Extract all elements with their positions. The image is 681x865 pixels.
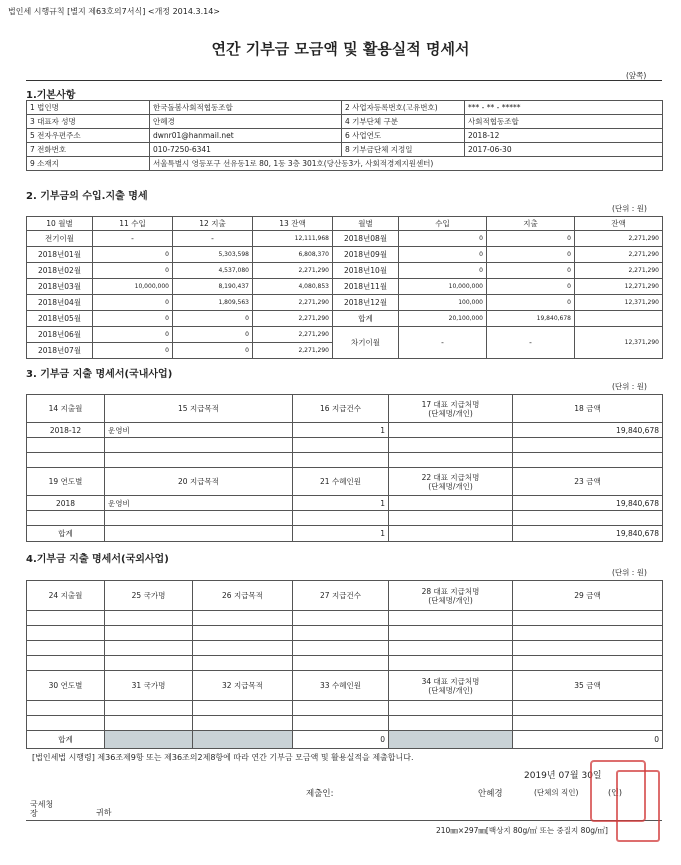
table-row [27, 671, 663, 701]
empty-cell [389, 731, 513, 749]
column-header: 27 지급건수 [293, 581, 389, 611]
month-label: 2018년09월 [333, 247, 399, 263]
seal-mark: (인) [608, 788, 622, 797]
column-header: 25 국가명 [105, 581, 193, 611]
recipient: 국세청장 [30, 800, 54, 818]
field-value: 010-7250-6341 [150, 143, 342, 157]
seal-label: (단체의 직인) [534, 788, 579, 797]
amount-cell: 2,271,290 [253, 327, 333, 343]
submission-date: 2019년 07월 30일 [524, 771, 602, 781]
table-row [27, 395, 663, 423]
amount-cell: 10,000,000 [399, 279, 487, 295]
income-expense-table [26, 216, 663, 359]
empty-cell [513, 656, 663, 671]
table-row [27, 279, 663, 295]
empty-cell [513, 641, 663, 656]
empty-cell [27, 626, 105, 641]
section3-unit: (단위 : 원) [612, 382, 647, 391]
empty-cell [193, 626, 293, 641]
total-count: 1 [293, 526, 389, 542]
empty-cell [389, 438, 513, 453]
amount-cell [575, 311, 663, 327]
empty-cell [193, 656, 293, 671]
data-cell [389, 496, 513, 511]
field-value: 2018-12 [465, 129, 663, 143]
data-cell: 1 [293, 423, 389, 438]
recipient-suffix: 귀하 [96, 808, 112, 817]
empty-cell [27, 701, 105, 716]
empty-cell [389, 611, 513, 626]
column-header: 14 지출월 [27, 395, 105, 423]
column-header: 33 수혜인원 [293, 671, 389, 701]
field-label: 9 소재지 [27, 157, 150, 171]
empty-cell [293, 611, 389, 626]
table-row [27, 327, 663, 343]
column-header: 28 대표 지급처명 (단체명/개인) [389, 581, 513, 611]
total-amount: 0 [513, 731, 663, 749]
empty-cell [389, 626, 513, 641]
page-side: (앞쪽) [626, 71, 647, 80]
column-header: 12 지출 [173, 217, 253, 231]
section2-heading: 2. 기부금의 수입.지출 명세 [26, 191, 148, 202]
amount-cell: 8,190,437 [173, 279, 253, 295]
table-row [27, 496, 663, 511]
column-header: 17 대표 지급처명 (단체명/개인) [389, 395, 513, 423]
section1-heading: 1.기본사항 [26, 90, 76, 101]
table-row [27, 157, 663, 171]
amount-cell: 2,271,290 [575, 231, 663, 247]
month-label: 전기이월 [27, 231, 93, 247]
table-row [27, 511, 663, 526]
amount-cell: 100,000 [399, 295, 487, 311]
month-label: 2018년01월 [27, 247, 93, 263]
empty-cell [293, 701, 389, 716]
column-header: 월별 [333, 217, 399, 231]
table-row [27, 217, 663, 231]
column-header: 10 월별 [27, 217, 93, 231]
column-header: 16 지급건수 [293, 395, 389, 423]
column-header: 13 잔액 [253, 217, 333, 231]
data-cell: 19,840,678 [513, 423, 663, 438]
empty-cell [105, 701, 193, 716]
amount-cell: 0 [399, 231, 487, 247]
empty-cell [27, 453, 105, 468]
column-header: 22 대표 지급처명 (단체명/개인) [389, 468, 513, 496]
empty-cell [389, 511, 513, 526]
amount-cell: 2,271,290 [575, 247, 663, 263]
total-label: 합계 [27, 526, 105, 542]
table-row [27, 115, 663, 129]
table-row [27, 731, 663, 749]
column-header: 지출 [487, 217, 575, 231]
divider [26, 80, 662, 81]
field-value: 서울특별시 영등포구 선유동1로 80, 1동 3층 301호(당산동3가, 사회적경제지원센터) [150, 157, 663, 171]
field-label: 7 전화번호 [27, 143, 150, 157]
empty-cell [389, 656, 513, 671]
amount-cell: 0 [399, 263, 487, 279]
empty-cell [27, 611, 105, 626]
empty-cell [105, 656, 193, 671]
section3-heading: 3. 기부금 지출 명세서(국내사업) [26, 369, 173, 380]
empty-cell [105, 731, 193, 749]
amount-cell: 2,271,290 [253, 311, 333, 327]
amount-cell: 2,271,290 [253, 263, 333, 279]
empty-cell [389, 716, 513, 731]
table-row [27, 438, 663, 453]
amount-cell: 0 [487, 247, 575, 263]
field-value: 안혜경 [150, 115, 342, 129]
amount-cell: 2,271,290 [575, 263, 663, 279]
amount-cell: 12,111,968 [253, 231, 333, 247]
empty-cell [105, 611, 193, 626]
amount-cell: 0 [173, 311, 253, 327]
field-label: 4 기부단체 구분 [342, 115, 465, 129]
amount-cell: 20,100,000 [399, 311, 487, 327]
empty-cell [193, 641, 293, 656]
field-label: 8 기부금단체 지정일 [342, 143, 465, 157]
empty-cell [293, 641, 389, 656]
table-row [27, 101, 663, 115]
column-header: 11 수입 [93, 217, 173, 231]
empty-cell [27, 656, 105, 671]
empty-cell [27, 438, 105, 453]
empty-cell [389, 641, 513, 656]
table-row [27, 641, 663, 656]
domestic-expense-table [26, 394, 663, 542]
column-header: 29 금액 [513, 581, 663, 611]
column-header: 21 수혜인원 [293, 468, 389, 496]
data-cell: 2018-12 [27, 423, 105, 438]
field-value: *** - ** - ***** [465, 101, 663, 115]
field-label: 2 사업자등록번호(고유번호) [342, 101, 465, 115]
seal-stamp [616, 770, 660, 842]
amount-cell: 0 [173, 327, 253, 343]
table-row [27, 263, 663, 279]
month-label: 2018년10월 [333, 263, 399, 279]
amount-cell: 0 [487, 279, 575, 295]
amount-cell: 0 [173, 343, 253, 359]
data-cell: 운영비 [105, 496, 293, 511]
empty-cell [193, 611, 293, 626]
total-amount: 19,840,678 [513, 526, 663, 542]
amount-cell: 0 [93, 263, 173, 279]
month-label: 2018년08월 [333, 231, 399, 247]
column-header: 23 금액 [513, 468, 663, 496]
amount-cell: 4,537,080 [173, 263, 253, 279]
month-label: 2018년11월 [333, 279, 399, 295]
empty-cell [389, 526, 513, 542]
amount-cell: - [173, 231, 253, 247]
empty-cell [105, 626, 193, 641]
table-row [27, 295, 663, 311]
column-header: 15 지급목적 [105, 395, 293, 423]
month-label: 2018년06월 [27, 327, 93, 343]
table-row [27, 626, 663, 641]
data-cell: 2018 [27, 496, 105, 511]
overseas-expense-table [26, 580, 663, 749]
month-label: 2018년03월 [27, 279, 93, 295]
amount-cell: 0 [93, 343, 173, 359]
month-label: 2018년04월 [27, 295, 93, 311]
empty-cell [27, 716, 105, 731]
paper-spec: 210㎜×297㎜[백상지 80g/㎡ 또는 중질지 80g/㎡] [436, 826, 608, 835]
month-label: 합계 [333, 311, 399, 327]
amount-cell: 0 [93, 311, 173, 327]
empty-cell [293, 656, 389, 671]
data-cell: 19,840,678 [513, 496, 663, 511]
field-value: 한국돌봄사회적협동조합 [150, 101, 342, 115]
data-cell: 운영비 [105, 423, 293, 438]
total-label: 합계 [27, 731, 105, 749]
empty-cell [389, 453, 513, 468]
table-row [27, 143, 663, 157]
amount-cell: - [399, 327, 487, 359]
amount-cell: - [487, 327, 575, 359]
total-count: 0 [293, 731, 389, 749]
empty-cell [293, 438, 389, 453]
amount-cell: 0 [487, 231, 575, 247]
table-row [27, 701, 663, 716]
column-header: 19 연도별 [27, 468, 105, 496]
submitter-label: 제출인: [306, 789, 334, 799]
amount-cell: 0 [487, 263, 575, 279]
carry-label: 차기이월 [333, 327, 399, 359]
empty-cell [513, 438, 663, 453]
month-label: 2018년02월 [27, 263, 93, 279]
amount-cell: 2,271,290 [253, 295, 333, 311]
table-row [27, 423, 663, 438]
field-value: dwnr01@hanmail.net [150, 129, 342, 143]
amount-cell: 0 [93, 247, 173, 263]
empty-cell [193, 701, 293, 716]
table-row [27, 468, 663, 496]
amount-cell: 10,000,000 [93, 279, 173, 295]
column-header: 잔액 [575, 217, 663, 231]
amount-cell: 12,371,290 [575, 295, 663, 311]
column-header: 24 지출월 [27, 581, 105, 611]
column-header: 18 금액 [513, 395, 663, 423]
column-header: 32 지급목적 [193, 671, 293, 701]
empty-cell [513, 701, 663, 716]
column-header: 26 지급목적 [193, 581, 293, 611]
empty-cell [389, 701, 513, 716]
empty-cell [293, 511, 389, 526]
empty-cell [105, 716, 193, 731]
amount-cell: 2,271,290 [253, 343, 333, 359]
amount-cell: 6,808,370 [253, 247, 333, 263]
section4-heading: 4.기부금 지출 명세서(국외사업) [26, 554, 169, 565]
empty-cell [513, 626, 663, 641]
field-value: 사회적협동조합 [465, 115, 663, 129]
empty-cell [293, 626, 389, 641]
column-header: 30 연도별 [27, 671, 105, 701]
empty-cell [293, 716, 389, 731]
empty-cell [105, 438, 293, 453]
table-row [27, 656, 663, 671]
section4-unit: (단위 : 원) [612, 568, 647, 577]
column-header: 35 금액 [513, 671, 663, 701]
field-label: 3 대표자 성명 [27, 115, 150, 129]
amount-cell: 0 [399, 247, 487, 263]
table-row [27, 581, 663, 611]
table-row [27, 231, 663, 247]
amount-cell: - [93, 231, 173, 247]
empty-cell [193, 716, 293, 731]
data-cell [389, 423, 513, 438]
amount-cell: 5,303,598 [173, 247, 253, 263]
table-row [27, 129, 663, 143]
empty-cell [105, 526, 293, 542]
empty-cell [513, 611, 663, 626]
amount-cell: 1,809,563 [173, 295, 253, 311]
empty-cell [105, 641, 193, 656]
field-label: 6 사업연도 [342, 129, 465, 143]
form-reference: 법인세 시행규칙 [별지 제63호의7서식] <개정 2014.3.14> [8, 7, 220, 16]
table-row [27, 247, 663, 263]
empty-cell [513, 453, 663, 468]
data-cell: 1 [293, 496, 389, 511]
empty-cell [105, 453, 293, 468]
field-label: 5 전자우편주소 [27, 129, 150, 143]
column-header: 31 국가명 [105, 671, 193, 701]
amount-cell: 0 [487, 295, 575, 311]
month-label: 2018년12월 [333, 295, 399, 311]
basic-info-table [26, 100, 663, 171]
empty-cell [513, 511, 663, 526]
empty-cell [193, 731, 293, 749]
empty-cell [105, 511, 293, 526]
amount-cell: 19,840,678 [487, 311, 575, 327]
column-header: 20 지급목적 [105, 468, 293, 496]
field-label: 1 법인명 [27, 101, 150, 115]
month-label: 2018년05월 [27, 311, 93, 327]
amount-cell: 4,080,853 [253, 279, 333, 295]
page-title: 연간 기부금 모금액 및 활용실적 명세서 [211, 40, 470, 58]
table-row [27, 611, 663, 626]
section2-unit: (단위 : 원) [612, 204, 647, 213]
empty-cell [513, 716, 663, 731]
amount-cell: 12,371,290 [575, 327, 663, 359]
empty-cell [27, 511, 105, 526]
amount-cell: 12,271,290 [575, 279, 663, 295]
column-header: 수입 [399, 217, 487, 231]
column-header: 34 대표 지급처명 (단체명/개인) [389, 671, 513, 701]
month-label: 2018년07월 [27, 343, 93, 359]
table-row [27, 453, 663, 468]
amount-cell: 0 [93, 295, 173, 311]
submitter-name: 안혜경 [478, 789, 503, 799]
amount-cell: 0 [93, 327, 173, 343]
table-row [27, 526, 663, 542]
divider [26, 820, 662, 821]
submission-statement: [법인세법 시행령] 제36조제9항 또는 제36조의2제8항에 따라 연간 기부금 모금액 및 활용실적을 제출합니다. [32, 753, 414, 762]
table-row [27, 311, 663, 327]
field-value: 2017-06-30 [465, 143, 663, 157]
empty-cell [27, 641, 105, 656]
empty-cell [293, 453, 389, 468]
table-row [27, 716, 663, 731]
